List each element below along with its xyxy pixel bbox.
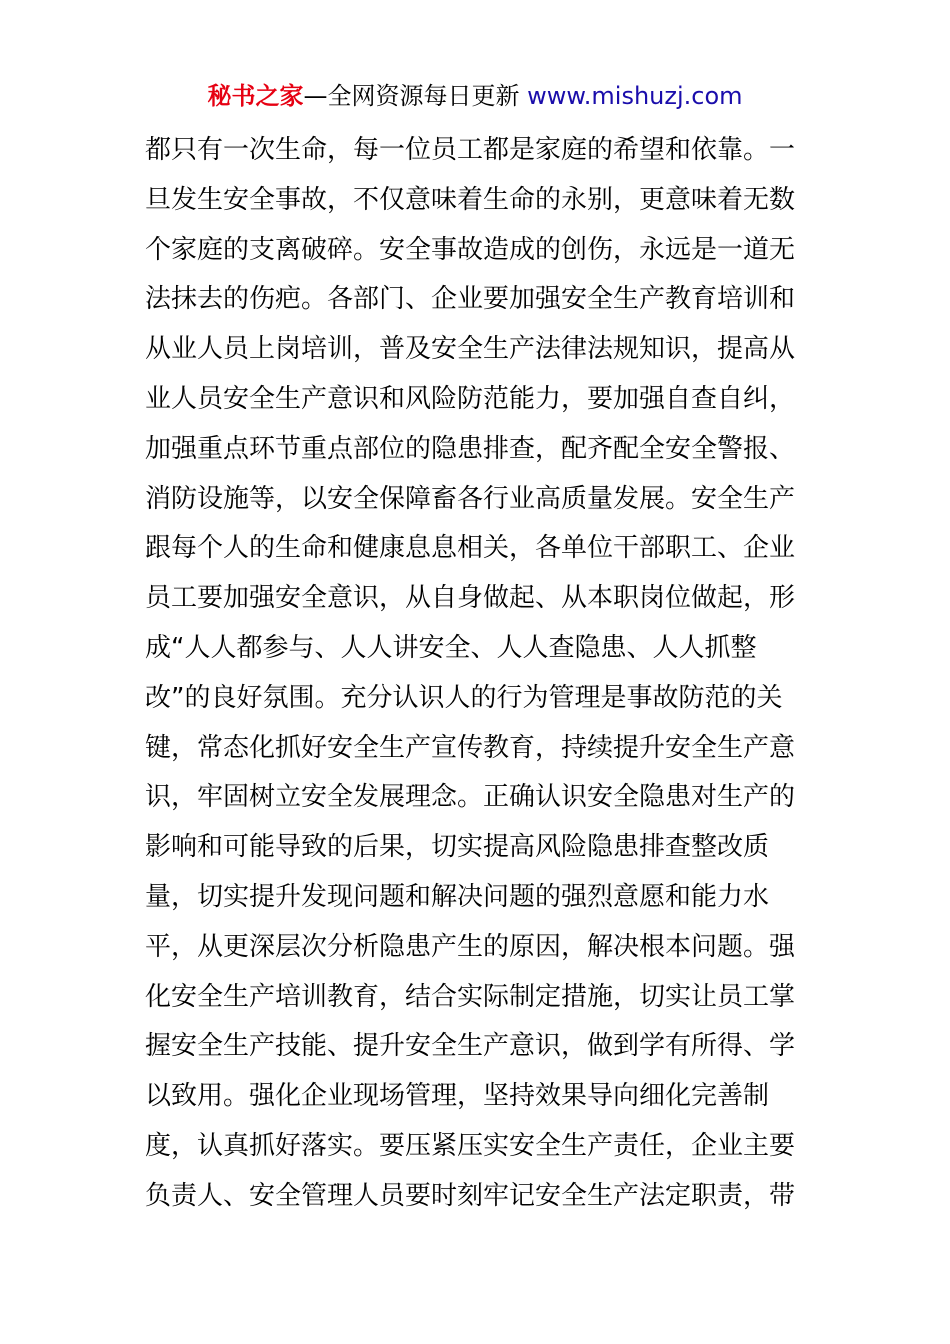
page-header (0, 80, 950, 112)
text-line: 量，切实提升发现问题和解决问题的强烈意愿和能力水 (145, 881, 770, 912)
text-line: 平，从更深层次分析隐患产生的原因，解决根本问题。强 (145, 931, 796, 962)
text-line: 以致用。强化企业现场管理，坚持效果导向细化完善制 (145, 1081, 770, 1112)
text-line: 键，常态化抓好安全生产宣传教育，持续提升安全生产意 (145, 732, 796, 763)
text-line: 改”的良好氛围。充分认识人的行为管理是事故防范的关 (145, 682, 783, 713)
text-line: 法抹去的伤疤。各部门、企业要加强安全生产教育培训和 (145, 284, 796, 315)
text-line: 都只有一次生命，每一位员工都是家庭的希望和依靠。一 (145, 135, 796, 165)
text-line: 消防设施等，以安全保障畜各行业高质量发展。安全生产 (145, 483, 796, 514)
text-line: 度，认真抓好落实。要压紧压实安全生产责任，企业主要 (145, 1130, 796, 1161)
site-url-link[interactable]: www.mishuzj.com (527, 82, 743, 110)
text-line: 个家庭的支离破碎。安全事故造成的创伤，永远是一道无 (145, 234, 796, 265)
text-line: 握安全生产技能、提升安全生产意识，做到学有所得、学 (145, 1031, 796, 1062)
text-line: 从业人员上岗培训，普及安全生产法律法规知识，提高从 (145, 334, 796, 365)
text-line: 跟每个人的生命和健康息息相关，各单位干部职工、企业 (145, 533, 796, 564)
text-line: 业人员安全生产意识和风险防范能力，要加强自查自纠， (145, 383, 796, 414)
text-line: 化安全生产培训教育，结合实际制定措施，切实让员工掌 (145, 981, 796, 1012)
text-line: 成“人人都参与、人人讲安全、人人查隐患、人人抓整 (145, 632, 757, 663)
text-line: 员工要加强安全意识，从自身做起、从本职岗位做起，形 (145, 583, 796, 614)
text-line: 识，牢固树立安全发展理念。正确认识安全隐患对生产的 (145, 782, 796, 813)
text-line: 影响和可能导致的后果，切实提高风险隐患排查整改质 (145, 832, 770, 863)
text-line: 旦发生安全事故，不仅意味着生命的永别，更意味着无数 (145, 184, 796, 215)
document-body (145, 126, 815, 1222)
text-line: 加强重点环节重点部位的隐患排查，配齐配全安全警报、 (145, 433, 796, 464)
text-line: 负责人、安全管理人员要时刻牢记安全生产法定职责，带 (145, 1180, 796, 1211)
brand-name: 秘书之家 (207, 82, 304, 110)
header-tagline: —全网资源每日更新 (303, 82, 520, 110)
